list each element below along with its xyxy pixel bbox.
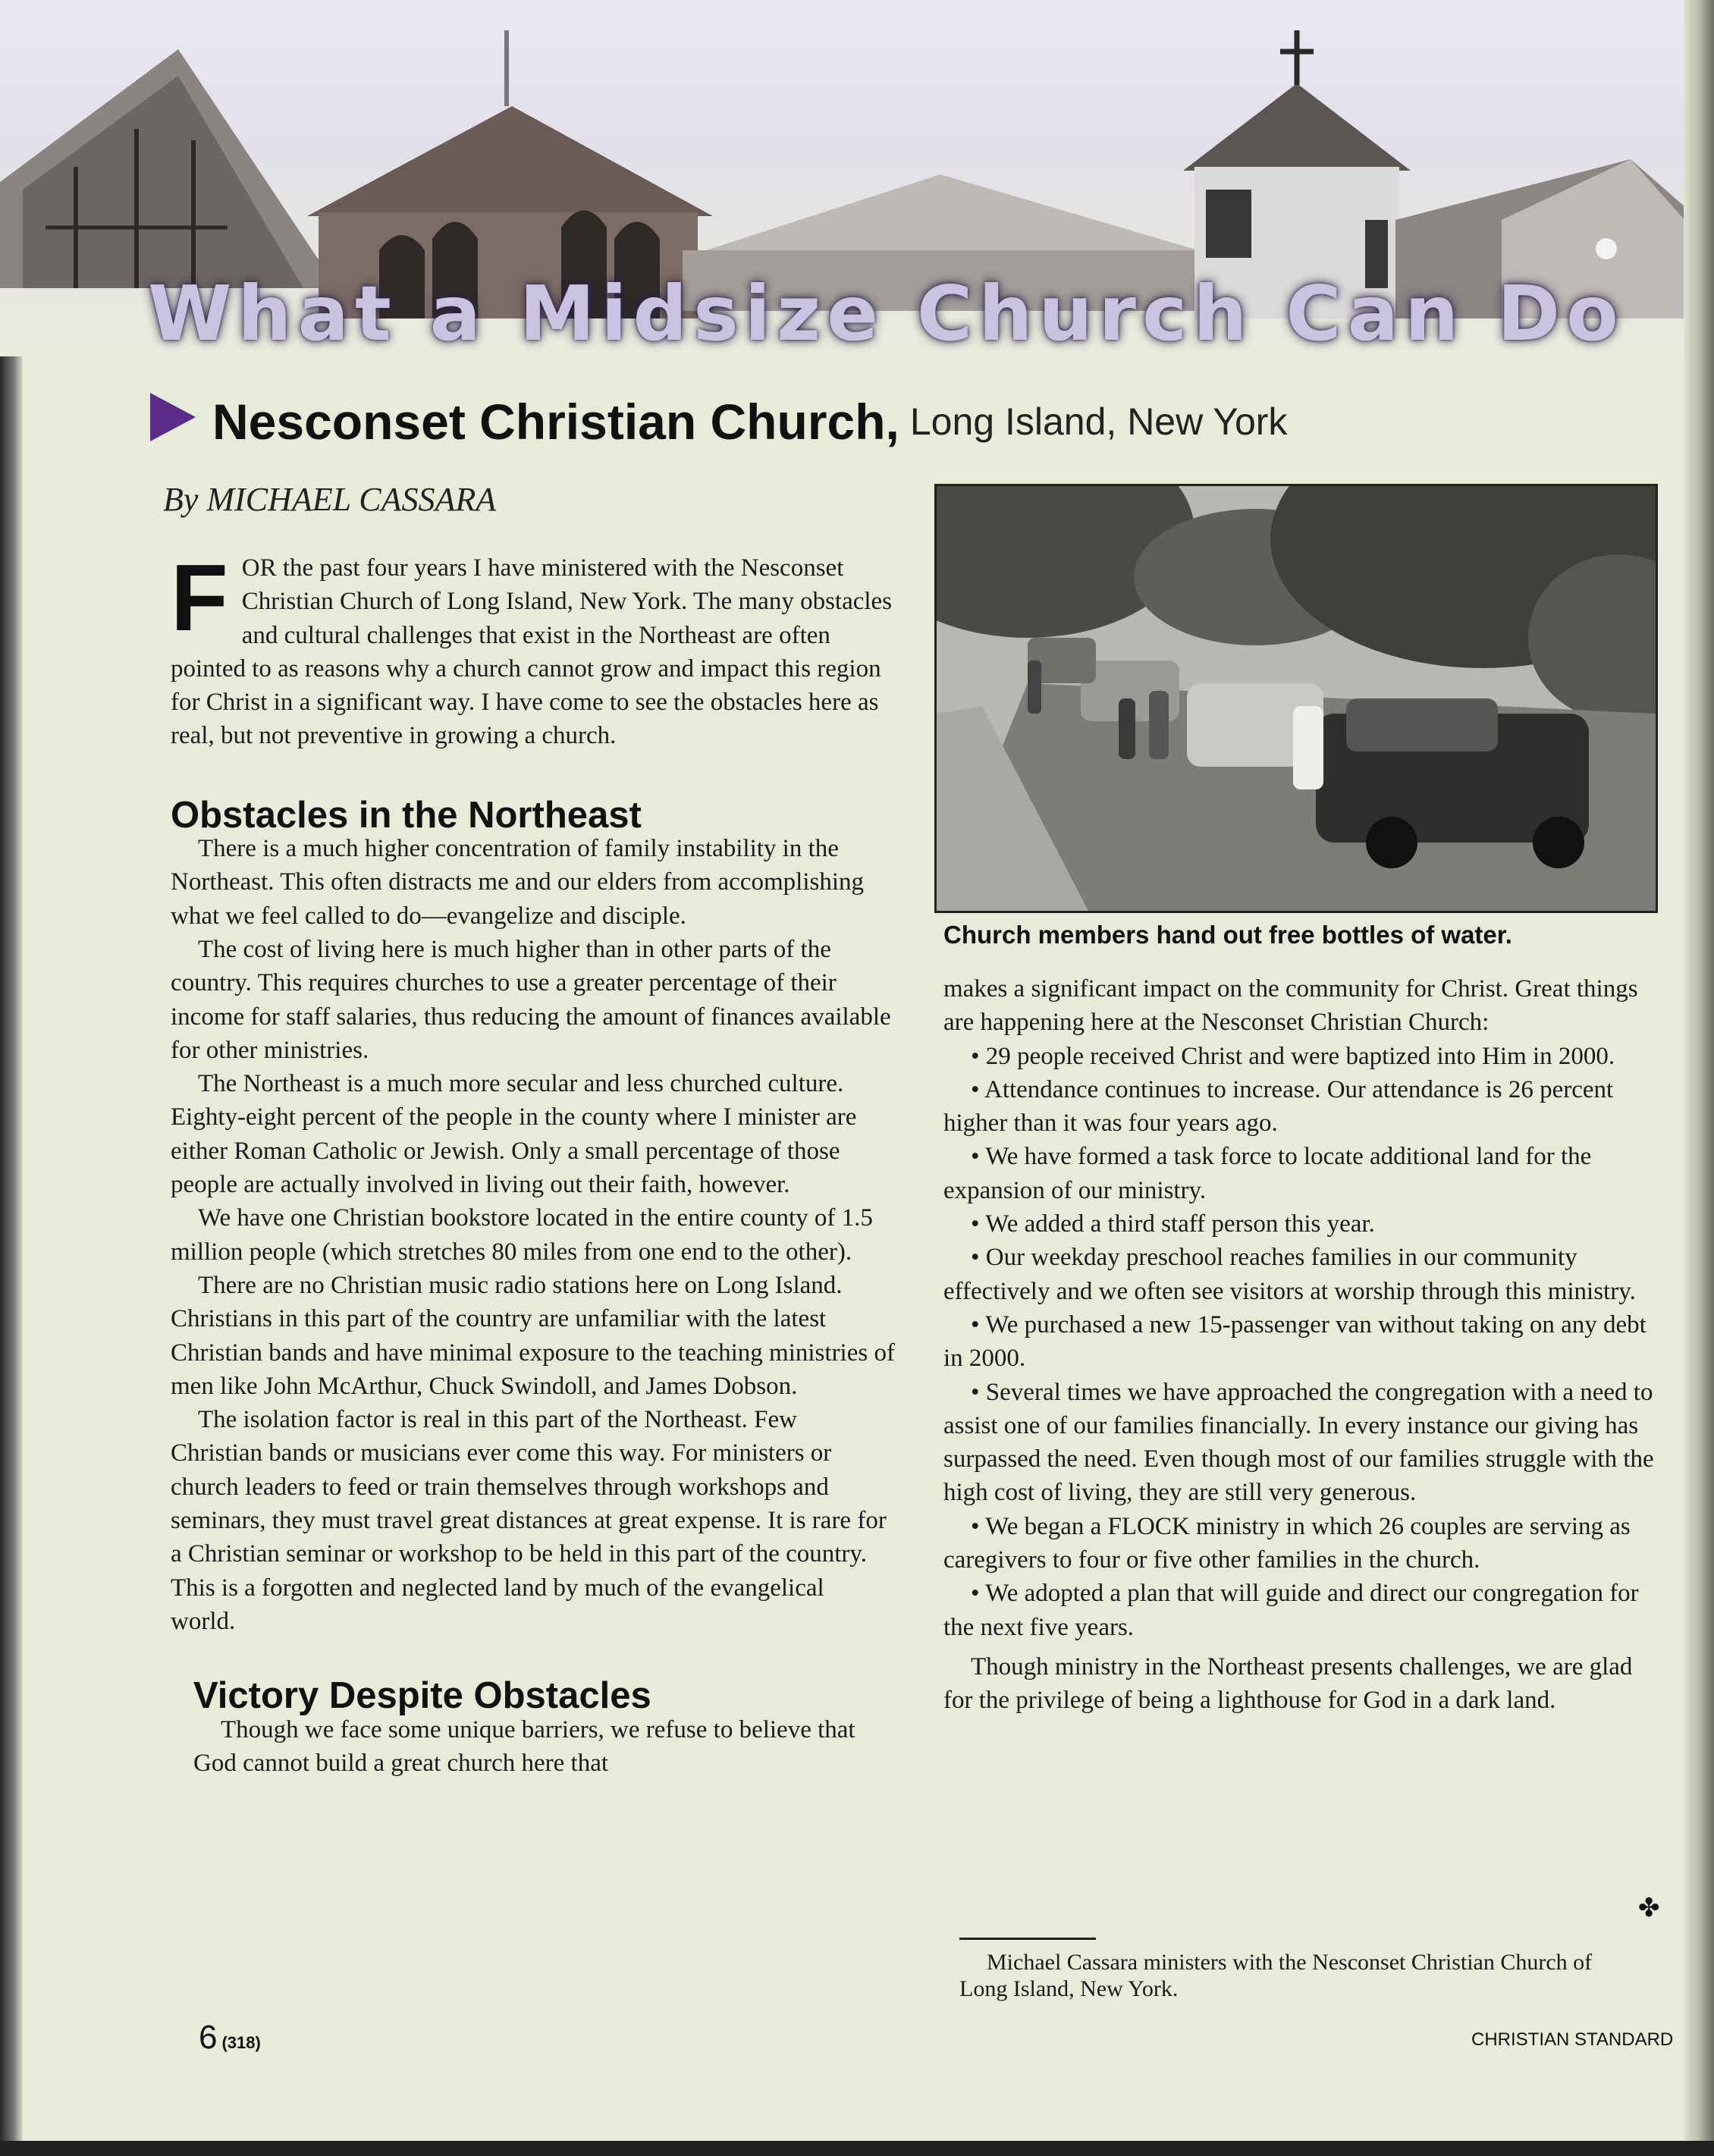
photo-water-giveaway [934,484,1658,913]
body-paragraph: makes a significant impact on the community for Christ. Great things are happening here at the Nesconset Christian Church: [943,975,1638,1037]
section-heading-victory: Victory Despite Obstacles [193,1675,651,1717]
church-heading [150,393,1287,450]
author-bio: Michael Cassara ministers with the Nesconset Christian Church of Long Island, New York. [959,1950,1593,2001]
body-paragraph: The Northeast is a much more secular and less churched culture. Eighty-eight percent of the people in the county where I minister are either Roman Catholic or Jewish. Only a small percentage of those people are actually involved in living out their faith, however. [171,1070,857,1199]
bullet-item: • We began a FLOCK ministry in which 26 couples are serving as caregivers to four or five other families in the church. [943,1512,1631,1574]
page-number-sub: (318) [221,2033,261,2052]
page-number [199,2019,261,2057]
magazine-name: CHRISTIAN STANDARD [1471,2029,1674,2050]
bullet-item: • We purchased a new 15-passenger van without taking on any debt in 2000. [943,1310,1647,1373]
bullet-item: • We adopted a plan that will guide and direct our congregation for the next five years. [943,1580,1639,1641]
triangle-bullet-icon [150,393,196,441]
bullet-item: • We have formed a task force to locate additional land for the expansion of our ministry. [943,1143,1592,1204]
bullet-item: • 29 people received Christ and were baptized into Him in 2000. [971,1042,1615,1070]
bullet-item: • We added a third staff person this year. [971,1210,1375,1238]
intro-paragraph [171,546,895,753]
body-paragraph: Though we face some unique barriers, we refuse to believe that God cannot build a great church here that [193,1715,855,1777]
byline: By MICHAEL CASSARA [163,481,497,518]
page-edge-shadow [1684,0,1714,2156]
church-location: Long Island, New York [909,400,1288,443]
bottom-edge [0,2141,1714,2156]
intro-text: OR the past four years I have ministered with the Nesconset Christian Church of Long Island, New York. The many obstacles and cultural challenges that exist in the Northeast are often pointed to as reasons why a church cannot grow and impact this region for Christ in a significant way. I have come to see the obstacles here as real, but not preventive in growing a church. [171,554,893,750]
right-column [943,972,1668,1718]
body-paragraph: The isolation factor is real in this part of the Northeast. Few Christian bands or musicians ever come this way. For ministers or church leaders to feed or train themselves through workshops and seminars, they must travel great distances at great expense. It is rare for a Christian seminar or workshop to be held in this part of the country. This is a forgotten and neglected land by much of the evangelical world. [171,1406,887,1635]
body-paragraph: We have one Christian bookstore located in the entire county of 1.5 million people (which stretches 80 miles from one end to the other). [171,1204,873,1266]
end-of-article-icon: ✤ [1638,1893,1660,1923]
header-banner [0,0,1714,356]
bullet-item: • Attendance continues to increase. Our attendance is 26 percent higher than it was four years ago. [943,1075,1614,1138]
drop-cap: F [171,546,228,651]
closing-paragraph: Though ministry in the Northeast presents challenges, we are glad for the privilege of being a lighthouse for God in a dark land. [943,1652,1633,1715]
photo-caption: Church members hand out free bottles of water. [943,921,1512,949]
bullet-item: • Several times we have approached the congregation with a need to assist one of our families financially. In every instance our giving has surpassed the need. Even though most of our families struggle with the high cost of living, they are still very generous. [943,1378,1654,1507]
body-paragraph: There is a much higher concentration of family instability in the Northeast. This often distracts me and our elders from accomplishing what we feel called to do—evangelize and disciple. [171,835,864,930]
left-column [171,546,895,1780]
bio-divider [959,1938,1096,1940]
bullet-item: • Our weekday preschool reaches families in our community effectively and we often see visitors at worship through this ministry. [943,1244,1636,1305]
section-heading-obstacles: Obstacles in the Northeast [171,794,642,836]
page-number-value: 6 [199,2019,218,2056]
church-name: Nesconset Christian Church, [212,394,899,450]
body-paragraph: There are no Christian music radio stations here on Long Island. Christians in this part of the country are unfamiliar with the latest Christian bands and have minimal exposure to the teaching ministries of men like John McArthur, Chuck Swindoll, and James Dobson. [171,1271,895,1400]
body-paragraph: The cost of living here is much higher than in other parts of the country. This requires churches to use a greater percentage of their income for staff salaries, thus reducing the amount of finances available for other ministries. [171,935,891,1064]
banner-title: What a Midsize Church Can Do [148,269,1625,356]
